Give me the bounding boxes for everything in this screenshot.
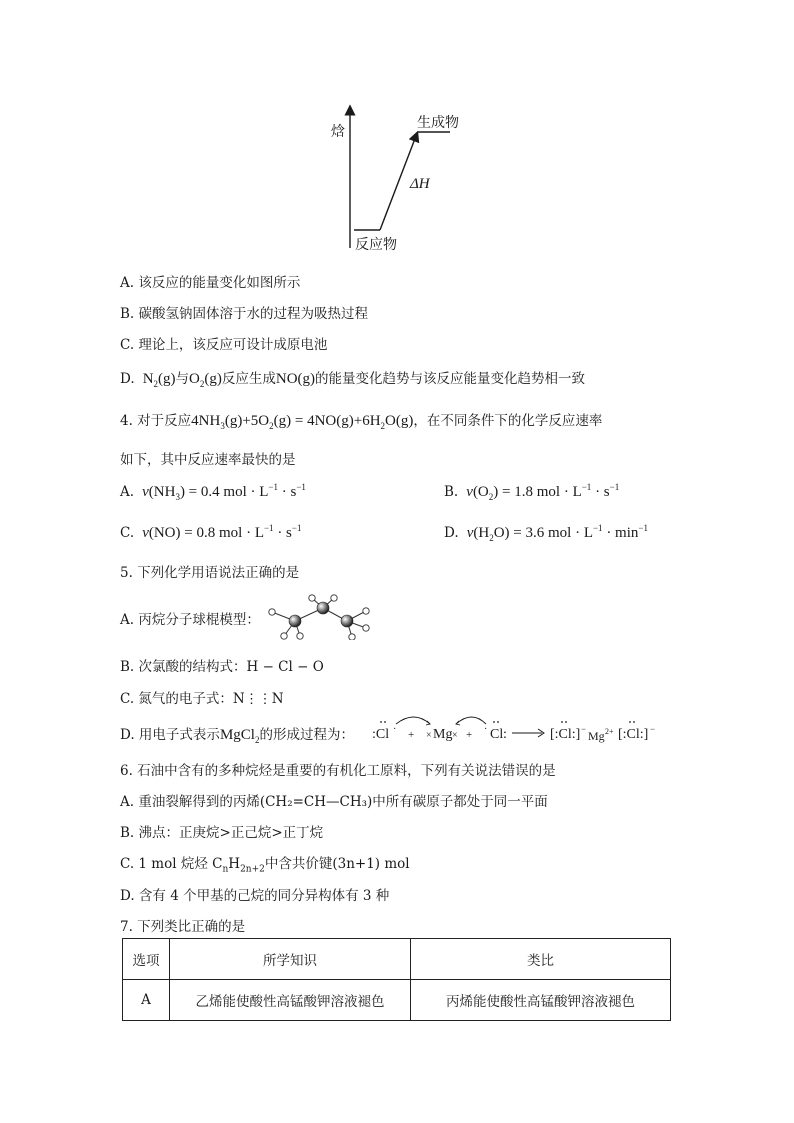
q5-option-c: C. 氮气的电子式：N⋮⋮N bbox=[120, 691, 284, 707]
q3-option-c: C. 理论上，该反应可设计成原电池 bbox=[120, 337, 328, 353]
svg-text:Cl: Cl bbox=[490, 727, 504, 742]
svg-text:×: × bbox=[426, 730, 432, 741]
table-cell-knowledge: 乙烯能使酸性高锰酸钾溶液褪色 bbox=[170, 980, 411, 1021]
q3-d-react: 反应生成 bbox=[221, 371, 276, 387]
table-cell-option: A bbox=[123, 980, 170, 1021]
delta-h-label: ΔH bbox=[410, 176, 430, 192]
q6-option-b: B. 沸点：正庚烷>正己烷>正丁烷 bbox=[120, 825, 324, 841]
q4-stem: 4. 对于反应$4NH_3(g)+5O_2(g) = 4NO(g)+6H_2O(g)$，在不同条件下的化学反应速率 bbox=[120, 413, 603, 431]
svg-text:−: − bbox=[581, 724, 587, 734]
q6-option-c: C. 1 mol 烷烃 $C_nH_{2n+2}$中含共价键(3n+1) mol bbox=[120, 856, 410, 875]
q3-d-o2: O bbox=[189, 371, 200, 387]
q6-option-a: A. 重油裂解得到的丙烯(CH₂=CH—CH₃)中所有碳原子都处于同一平面 bbox=[120, 794, 548, 810]
q4-a-value: 0.4 bbox=[200, 484, 220, 500]
q3-option-b: B. 碳酸氢钠固体溶于水的过程为吸热过程 bbox=[120, 306, 369, 322]
svg-text:+: + bbox=[466, 729, 473, 741]
q4-d-value: 3.6 bbox=[525, 525, 545, 541]
q4-a-label: A. bbox=[120, 484, 135, 500]
svg-text:[:Cl:]: [:Cl:] bbox=[550, 727, 581, 742]
svg-text:·: · bbox=[484, 724, 488, 735]
table-row bbox=[123, 980, 671, 1021]
q5-option-d: D. 用电子式表示MgCl$_2$的形成过程为： bbox=[120, 727, 354, 745]
product-label: 生成物 bbox=[417, 115, 459, 131]
table-header-knowledge: 所学知识 bbox=[170, 939, 411, 980]
q4-b-label: B. bbox=[444, 484, 459, 500]
svg-text:+: + bbox=[408, 729, 415, 741]
q4-option-b: B. $v(O_2) = 1.8$ mol · $L^{-1} \cdot s^{-1}$ bbox=[444, 482, 620, 502]
svg-text::Cl: :Cl bbox=[372, 727, 390, 742]
q4-d-label: D. bbox=[444, 525, 459, 541]
table-header-row bbox=[123, 939, 671, 980]
q5-option-a: A. 丙烷分子球棍模型： bbox=[120, 612, 260, 628]
q5-option-b: B. 次氯酸的结构式：H − Cl − O bbox=[120, 659, 324, 675]
propane-ball-stick-model bbox=[262, 594, 374, 640]
svg-text:2+: 2+ bbox=[605, 727, 614, 736]
q4-stem-prefix: 4. 对于反应 bbox=[120, 413, 192, 429]
enthalpy-axis-label: 焓 bbox=[331, 124, 345, 140]
q4-option-c: C. v(NO) = 0.8 mol · $L^{-1} \cdot s^{-1}$ bbox=[120, 523, 302, 541]
q6-stem: 6. 石油中含有的多种烷烃是重要的有机化工原料，下列有关说法错误的是 bbox=[120, 763, 556, 779]
q4-option-d: D. $v(H_2O) = 3.6$ mol · $L^{-1} \cdot \min^{-1}$ bbox=[444, 523, 648, 543]
q4-stem-suffix: ，在不同条件下的化学反应速率 bbox=[413, 413, 603, 429]
q4-stem-line2: 如下，其中反应速率最快的是 bbox=[120, 452, 296, 468]
q6-c-prefix: C. 1 mol 烷烃 C bbox=[120, 856, 223, 872]
q4-c-label: C. bbox=[120, 525, 135, 541]
svg-text:Mg: Mg bbox=[433, 727, 453, 742]
svg-text::: : bbox=[503, 727, 507, 742]
svg-text:×: × bbox=[452, 730, 458, 741]
q6-c-suffix: 中含共价键(3n+1) mol bbox=[264, 856, 410, 872]
q6-option-d: D. 含有 4 个甲基的己烷的同分异构体有 3 种 bbox=[120, 888, 390, 904]
reactant-label: 反应物 bbox=[355, 237, 397, 253]
q4-b-value: 1.8 bbox=[514, 484, 533, 500]
q3-d-no: NO bbox=[275, 371, 298, 387]
q5-d-prefix: D. 用电子式表示 bbox=[120, 727, 220, 743]
q3-d-prefix: D. bbox=[120, 371, 135, 387]
svg-text:·: · bbox=[393, 724, 397, 735]
q3-d-and: 与 bbox=[175, 371, 190, 387]
q3-d-n2: N bbox=[142, 371, 154, 387]
q3-d-suffix: 的能量变化趋势与该反应能量变化趋势相一致 bbox=[315, 371, 586, 387]
q3-option-d: D. $N_2(g)$与$O_2(g)$反应生成NO(g)的能量变化趋势与该反应能量变化趋势相一致 bbox=[120, 371, 586, 389]
q5-d-suffix: 的形成过程为： bbox=[259, 727, 354, 743]
table-header-analogy: 类比 bbox=[411, 939, 671, 980]
q5-stem: 5. 下列化学用语说法正确的是 bbox=[120, 565, 300, 581]
svg-text:−: − bbox=[650, 724, 656, 734]
mgcl2-formation-diagram bbox=[366, 712, 670, 748]
svg-text:Mg: Mg bbox=[588, 729, 605, 743]
q4-c-value: 0.8 bbox=[196, 525, 216, 541]
svg-text:[:Cl:]: [:Cl:] bbox=[618, 727, 649, 742]
table-header-option: 选项 bbox=[123, 939, 170, 980]
q7-stem: 7. 下列类比正确的是 bbox=[120, 919, 246, 935]
q4-option-a: A. $v(NH_3) = 0.4$ mol · $L^{-1} \cdot s^{-1}$ bbox=[120, 482, 306, 502]
q3-option-a: A. 该反应的能量变化如图所示 bbox=[120, 275, 301, 291]
q5-d-mgcl2: MgCl bbox=[219, 727, 255, 743]
q7-comparison-table bbox=[122, 938, 671, 1021]
table-cell-analogy: 丙烯能使酸性高锰酸钾溶液褪色 bbox=[411, 980, 671, 1021]
